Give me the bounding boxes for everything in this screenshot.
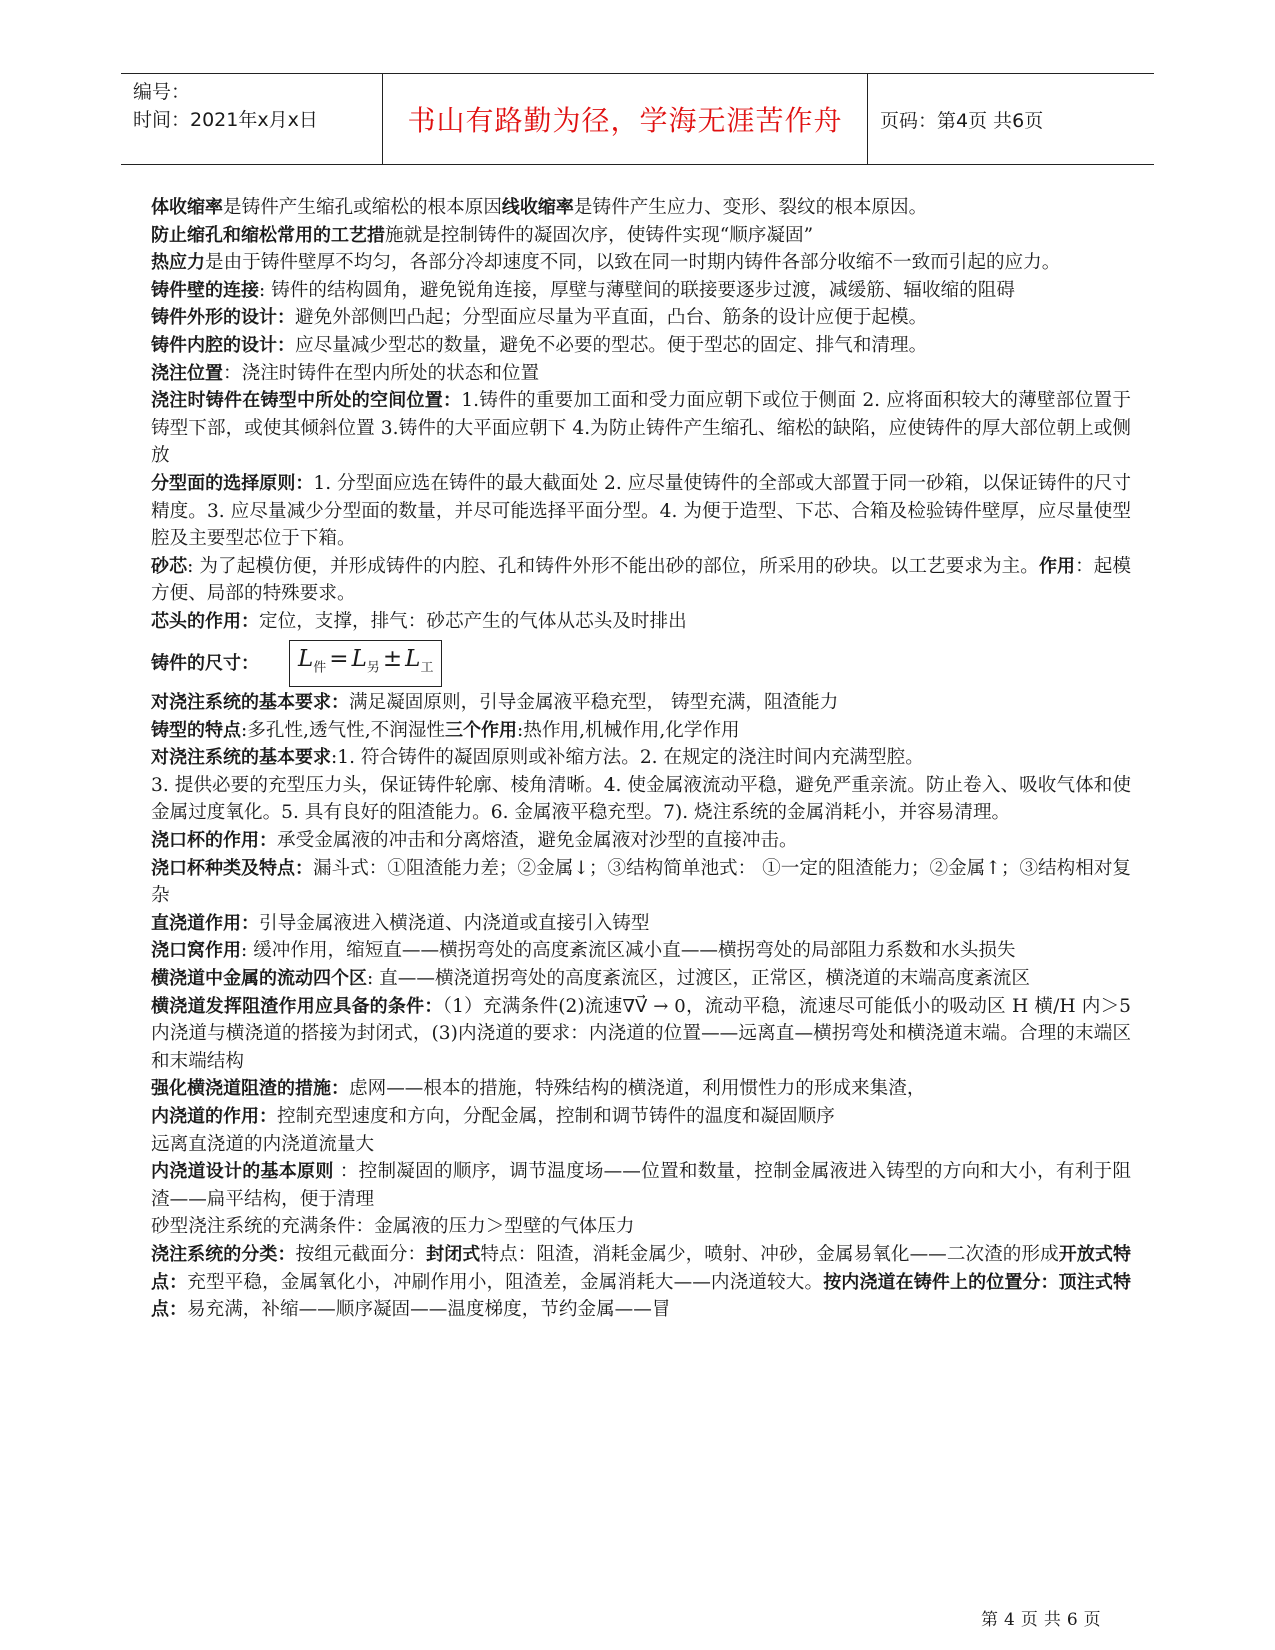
term: 浇口杯种类及特点： — [151, 857, 313, 879]
text: 充型平稳，金属氧化小，冲刷作用小，阻渣差，金属消耗大——内浇道较大。 — [187, 1271, 824, 1293]
term: 内浇道设计的基本原则 — [151, 1161, 334, 1183]
text: 应尽量减少型芯的数量，避免不必要的型芯。便于型芯的固定、排气和清理。 — [295, 334, 928, 356]
time-label: 时间：2021年x月x日 — [133, 109, 318, 131]
text: 砂型浇注系统的充满条件：金属液的压力＞型壁的气体压力 — [151, 1216, 635, 1238]
paragraph — [151, 277, 1131, 305]
formula-symbol: L — [405, 645, 421, 672]
paragraph — [151, 1075, 1131, 1103]
paragraph — [151, 744, 1131, 772]
term: 作用 — [1038, 555, 1076, 577]
paragraph — [151, 910, 1131, 938]
text: 虑网——根本的措施，特殊结构的横浇道，利用惯性力的形成来集渣， — [349, 1078, 926, 1100]
paragraph — [151, 360, 1131, 388]
velocity-gradient-symbol: ∇V⃗ → 0 — [622, 995, 686, 1017]
formula-line — [151, 640, 1131, 688]
text: 承受金属液的冲击和分离熔渣，避免金属液对沙型的直接冲击。 — [277, 830, 798, 852]
term: 铸件壁的连接 — [151, 279, 259, 301]
paragraph — [151, 772, 1131, 827]
term: 分型面的选择原则： — [151, 472, 314, 494]
paragraph — [151, 827, 1131, 855]
text: ：起模方便、局部的特殊要求。 — [151, 555, 1132, 605]
formula-operator: ± — [382, 645, 403, 672]
document-body — [151, 194, 1131, 1324]
term: 直浇道作用： — [151, 912, 259, 934]
text: : 直——横浇道拐弯处的高度紊流区，过渡区，正常区，横浇道的末端高度紊流区 — [367, 968, 1030, 990]
term: 横浇道发挥阻渣作用应具备的条件： — [151, 995, 443, 1017]
page-footer: 第4页共6页 — [981, 1610, 1107, 1630]
text: 施就是控制铸件的凝固次序，使铸件实现“顺序凝固” — [385, 224, 814, 246]
text: ，流动平稳，流速尽可能低小的吸动区 H 横/H 内＞5 内浇道与横浇道的搭接为封闭式，(3)内浇道的要求：内浇道的位置——远离直—横拐弯处和横浇道末端。合理的末端区和末端结构 — [151, 995, 1132, 1072]
text: : 铸件的结构圆角，避免锐角连接，厚壁与薄壁间的联接要逐步过渡，减缓筋、辐收缩的阻碍 — [259, 279, 1015, 301]
serial-label: 编号： — [133, 81, 191, 103]
paragraph — [151, 1103, 1131, 1131]
text: （1）充满条件(2)流速 — [442, 995, 623, 1017]
text: :热作用,机械作用,化学作用 — [517, 719, 740, 741]
text: 按组元截面分： — [295, 1243, 427, 1265]
paragraph — [151, 717, 1131, 745]
term: 体收缩率 — [151, 197, 223, 218]
motto-text: 书山有路勤为径，学海无涯苦作舟 — [407, 104, 843, 137]
term: 铸件的尺寸： — [151, 652, 259, 674]
text: :多孔性,透气性,不润湿性 — [241, 719, 446, 741]
paragraph — [151, 387, 1131, 470]
term: 浇口杯的作用： — [151, 830, 277, 852]
term: 线收缩率 — [501, 197, 574, 218]
text: 满足凝固原则，引导金属液平稳充型， 铸型充满，阻渣能力 — [349, 692, 839, 714]
paragraph — [151, 194, 1131, 222]
formula-symbol: L — [298, 645, 314, 672]
text: : 缓冲作用，缩短直——横拐弯处的高度紊流区减小直——横拐弯处的局部阻力系数和水头损失 — [241, 940, 1016, 962]
paragraph — [151, 304, 1131, 332]
text: 漏斗式：①阻渣能力差；②金属↓；③结构简单池式： ①一定的阻渣能力；②金属↑；③结构相对复杂 — [151, 857, 1132, 907]
paragraph — [151, 1131, 1131, 1159]
term: 浇注时铸件在铸型中所处的空间位置： — [151, 390, 462, 412]
term: 按内浇道在铸件上的位置分：顶注式特点： — [151, 1271, 1132, 1321]
term: 防止缩孔和缩松常用的工艺措 — [151, 224, 385, 246]
text: 是由于铸件壁厚不均匀，各部分冷却速度不同，以致在同一时期内铸件各部分收缩不一致而引起的应力。 — [205, 252, 1061, 274]
page-label: 页码：第4页 共6页 — [880, 109, 1044, 132]
term: 强化横浇道阻渣的措施： — [151, 1078, 349, 1100]
paragraph — [151, 993, 1131, 1076]
term: 对浇注系统的基本要求： — [151, 692, 349, 714]
text: 引导金属液进入横浇道、内浇道或直接引入铸型 — [259, 912, 650, 934]
term: 横浇道中金属的流动四个区 — [151, 968, 367, 990]
text: 远离直浇道的内浇道流量大 — [151, 1133, 375, 1155]
header-left-cell — [121, 74, 382, 164]
paragraph — [151, 608, 1131, 636]
formula-subscript: 件 — [313, 660, 327, 676]
term: 浇注系统的分类： — [151, 1243, 296, 1265]
formula-subscript: 工 — [420, 660, 434, 676]
term: 内浇道的作用： — [151, 1106, 277, 1127]
term: 铸型的特点 — [151, 719, 241, 741]
paragraph — [151, 855, 1131, 910]
paragraph — [151, 332, 1131, 360]
paragraph — [151, 1241, 1131, 1324]
header-table — [121, 73, 1154, 165]
text: 避免外部侧凹凸起；分型面应尽量为平直面，凸台、筋条的设计应便于起模。 — [295, 307, 928, 329]
formula-operator: = — [329, 645, 349, 672]
text: 特点：阻渣，消耗金属少，喷射、冲砂，金属易氧化——二次渣的形成 — [480, 1243, 1059, 1265]
term: 芯头的作用： — [151, 610, 259, 632]
text: ：浇注时铸件在型内所处的状态和位置 — [223, 362, 540, 384]
formula-symbol: L — [351, 645, 367, 672]
term: 对浇注系统的基本要求 — [151, 747, 331, 769]
term: 封闭式 — [426, 1243, 481, 1265]
text: ：控制凝固的顺序，调节温度场——位置和数量，控制金属液进入铸型的方向和大小，有利于阻渣——扁平结构，便于清理 — [151, 1161, 1131, 1210]
header-motto-cell — [382, 74, 868, 164]
text: :1. 符合铸件的凝固原则或补缩方法。2. 在规定的浇注时间内充满型腔。 — [331, 747, 924, 769]
paragraph — [151, 222, 1131, 250]
term: 铸件外形的设计： — [151, 307, 295, 329]
text: 是铸件产生应力、变形、裂纹的根本原因。 — [573, 197, 928, 218]
term: 热应力 — [151, 252, 205, 274]
term: 砂芯 — [151, 555, 188, 577]
term: 三个作用 — [445, 719, 518, 741]
text: 易充满，补缩——顺序凝固——温度梯度，节约金属——冒 — [187, 1299, 671, 1321]
paragraph — [151, 1158, 1131, 1213]
header-page-cell — [868, 74, 1154, 164]
text: : 为了起模仿便，并形成铸件的内腔、孔和铸件外形不能出砂的部位，所采用的砂块。以工艺要求为主。 — [187, 555, 1039, 577]
term: 浇注位置 — [151, 362, 223, 384]
text: 1.铸件的重要加工面和受力面应朝下或位于侧面 2. 应将面积较大的薄壁部位置于铸型下部，或使其倾斜位置 3.铸件的大平面应朝下 4.为防止铸件产生缩孔、缩松的缺陷，应使铸件的厚大部位朝上或侧放 — [151, 390, 1131, 467]
term: 铸件内腔的设计： — [151, 334, 295, 356]
paragraph — [151, 937, 1131, 965]
dimension-formula — [289, 640, 442, 688]
paragraph — [151, 249, 1131, 277]
paragraph — [151, 689, 1131, 717]
text: 控制充型速度和方向，分配金属，控制和调节铸件的温度和凝固顺序 — [277, 1106, 835, 1127]
paragraph — [151, 470, 1131, 553]
text: 定位，支撑，排气：砂芯产生的气体从芯头及时排出 — [259, 610, 687, 632]
paragraph — [151, 1213, 1131, 1241]
text: 3. 提供必要的充型压力头，保证铸件轮廓、棱角清晰。4. 使金属液流动平稳，避免严重亲流。防止卷入、吸收气体和使金属过度氧化。5. 具有良好的阻渣能力。6. 金属液平稳充型。7). 烧注系统的金属消耗小，并容易清理。 — [151, 774, 1131, 824]
paragraph — [151, 553, 1131, 608]
term: 浇口窝作用 — [151, 940, 241, 962]
formula-subscript: 另 — [366, 660, 380, 676]
text: 1. 分型面应选在铸件的最大截面处 2. 应尽量使铸件的全部或大部置于同一砂箱，以保证铸件的尺寸精度。3. 应尽量减少分型面的数量，并尽可能选择平面分型。4. 为便于造型、下芯、合箱及检验铸件壁厚，应尽量使型腔及主要型芯位于下箱。 — [151, 472, 1131, 550]
paragraph — [151, 965, 1131, 993]
term: 开放式特点： — [151, 1243, 1131, 1293]
text: 是铸件产生缩孔或缩松的根本原因 — [223, 197, 502, 218]
